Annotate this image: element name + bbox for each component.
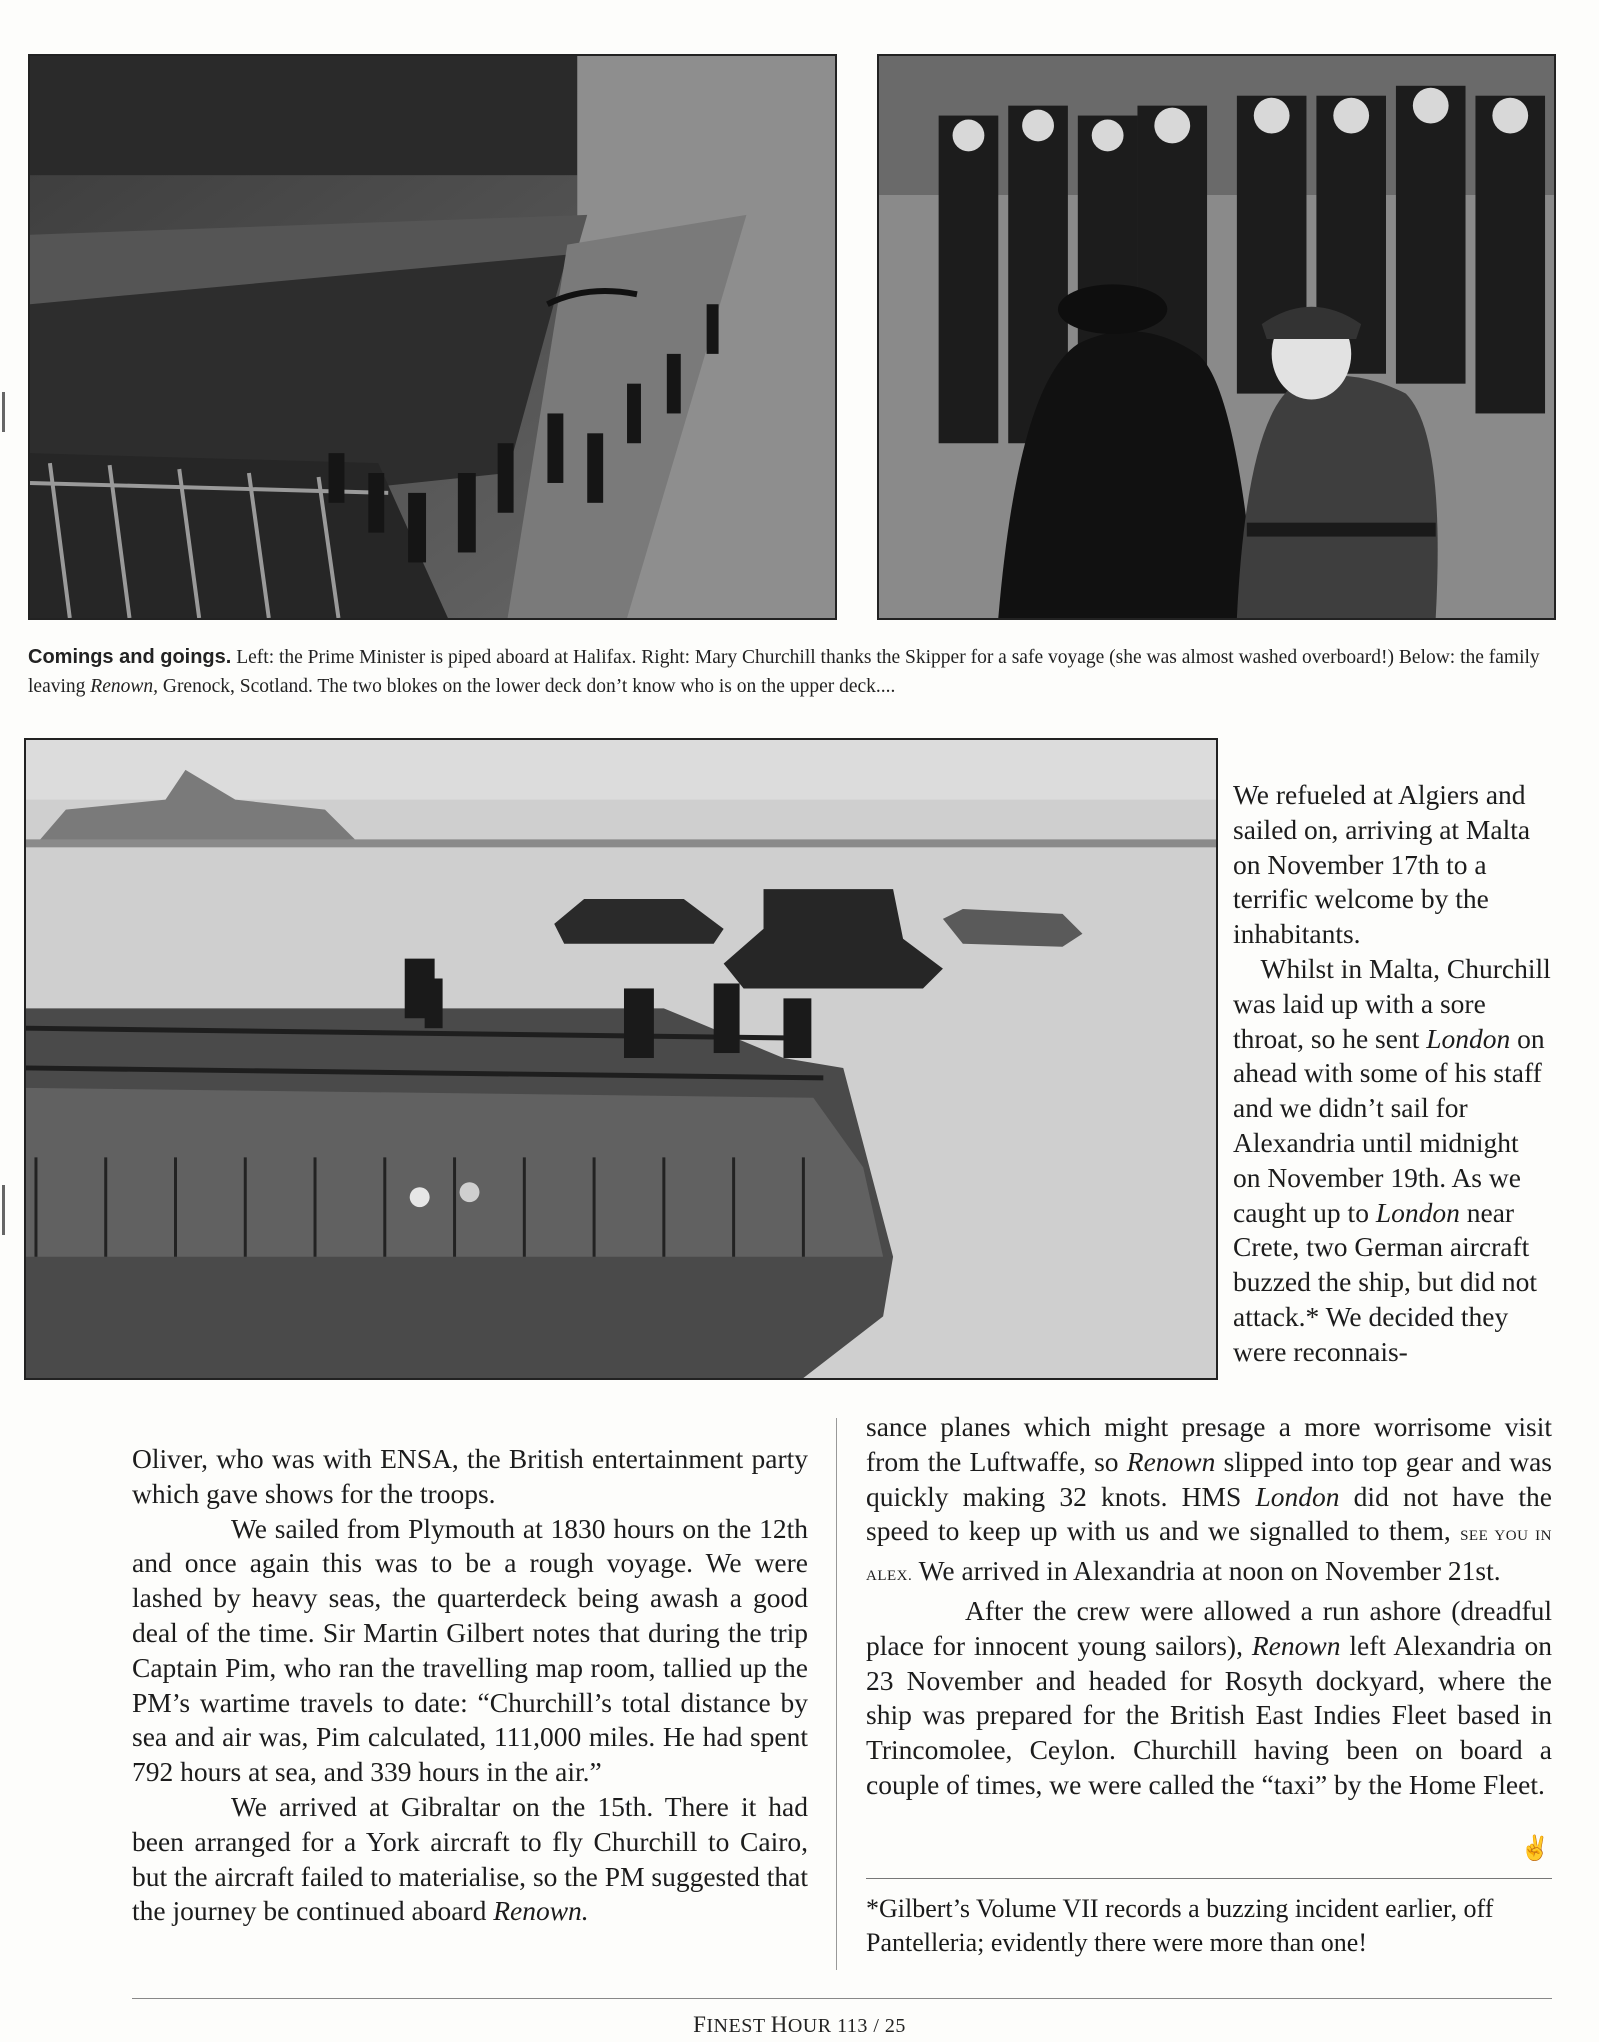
paragraph-malta	[1233, 952, 1553, 1370]
caption-lead: Comings and goings.	[28, 646, 232, 668]
ship-name-renown: Renown.	[493, 1895, 589, 1927]
ship-name-london-3: London	[1255, 1480, 1340, 1512]
malta-text-a: Whilst in Malta, Churchill was laid up with a sore throat, so he sent	[1233, 952, 1551, 1054]
footer-f: F	[693, 2012, 707, 2037]
page-footer	[0, 2012, 1599, 2038]
ship-name-london: London	[1426, 1022, 1511, 1054]
luftwaffe-text-d: We arrived in Alexandria at noon on November 21st.	[912, 1555, 1501, 1587]
footer-divider	[132, 1998, 1552, 1999]
signal-text: SEE YOU IN ALEX.	[866, 1528, 1552, 1585]
right-column-top	[1233, 778, 1553, 1370]
luftwaffe-text-b: slipped into top gear and was quickly making 32 knots. HMS	[866, 1445, 1552, 1512]
paragraph-alexandria	[866, 1594, 1552, 1803]
right-column	[866, 1410, 1552, 1803]
column-divider	[836, 1418, 837, 1970]
scan-edge-mark	[2, 392, 5, 432]
caption-ship-name: Renown,	[90, 676, 158, 697]
gibraltar-text: We arrived at Gibraltar on the 15th. There it had been arranged for a York aircraft to fly Churchill to Cairo, but the aircraft failed to materialise, so the PM suggested that the journey be continued aboard	[132, 1790, 808, 1927]
scan-edge-mark	[2, 1185, 5, 1235]
mary-churchill-photo	[877, 54, 1556, 620]
left-column	[132, 1442, 808, 1929]
luftwaffe-text-c: did not have the speed to keep up with us and we signalled to them,	[866, 1480, 1553, 1547]
caption-text-1: Left: the Prime Minister is piped aboard at Halifax. Right: Mary Churchill thanks the Skipper for a safe voyage (she was almost washed overboard!) Below: the family leaving	[28, 647, 1540, 697]
paragraph-oliver: Oliver, who was with ENSA, the British entertainment party which gave shows for the troops.	[132, 1443, 808, 1509]
renown-departure-photo	[24, 738, 1218, 1380]
alexandria-text-a: After the crew were allowed a run ashore (dreadful place for innocent young sailors),	[866, 1594, 1552, 1661]
alexandria-text-b: left Alexandria on 23 November and headed for Rosyth dockyard, where the ship was prepared for the British East Indies Fleet based in Trincomolee, Ceylon. Churchill having been on board a couple of times, we were called the “taxi” by the Home Fleet.	[866, 1629, 1552, 1800]
halifax-boarding-photo	[28, 54, 837, 620]
footnote: *Gilbert’s Volume VII records a buzzing incident earlier, off Pantelleria; evidently there were more than one!	[866, 1894, 1494, 1957]
paragraph-gibraltar	[132, 1790, 808, 1929]
caption-text-2: Grenock, Scotland. The two blokes on the lower deck don’t know who is on the upper deck....	[157, 676, 896, 697]
footer-issue: 113 / 25	[831, 2015, 906, 2037]
footer-our: OUR	[787, 2015, 832, 2037]
v-sign-icon: ✌	[1520, 1836, 1550, 1862]
footer-inest: INEST	[706, 2015, 771, 2037]
paragraph-luftwaffe	[866, 1410, 1552, 1594]
ship-name-london-2: London	[1375, 1196, 1460, 1228]
footer-h: H	[770, 2012, 788, 2037]
photo-caption	[28, 643, 1558, 701]
ship-name-renown-3: Renown	[1251, 1629, 1341, 1661]
footnote-divider	[866, 1878, 1552, 1879]
malta-text-c: near Crete, two German aircraft buzzed the ship, but did not attack.* We decided they were reconnais-	[1233, 1196, 1537, 1367]
luftwaffe-text-a: sance planes which might presage a more worrisome visit from the Luftwaffe, so	[866, 1411, 1552, 1477]
malta-text-b: on ahead with some of his staff and we didn’t sail for Alexandria until midnight on November 19th. As we caught up to	[1233, 1022, 1545, 1228]
paragraph-algiers: We refueled at Algiers and sailed on, arriving at Malta on November 17th to a terrific welcome by the inhabitants.	[1233, 779, 1531, 950]
ship-name-renown-2: Renown	[1126, 1445, 1216, 1477]
paragraph-plymouth: We sailed from Plymouth at 1830 hours on the 12th and once again this was to be a rough voyage. We were lashed by heavy seas, the quarterdeck being awash a good deal of the time. Sir Martin Gilbert notes that during the trip Captain Pim, who ran the travelling map room, tallied up the PM’s wartime travels to date: “Churchill’s total distance by sea and air was, Pim calculated, 111,000 miles. He had spent 792 hours at sea, and 339 hours in the air.”	[132, 1512, 808, 1788]
